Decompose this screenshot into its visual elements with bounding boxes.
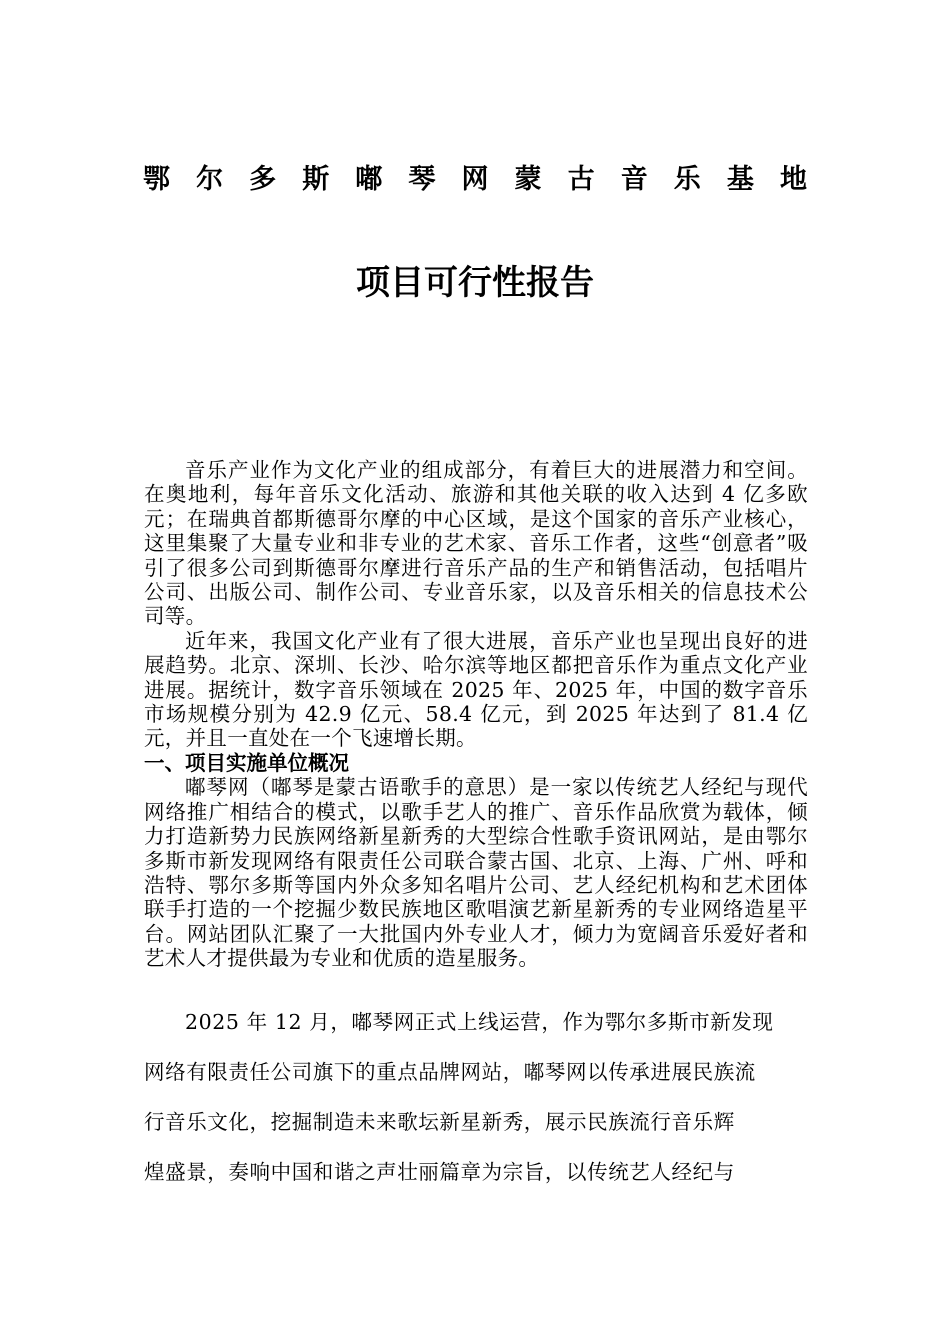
paragraph-line: 煌盛景，奏响中国和谐之声壮丽篇章为宗旨，以传统艺人经纪与 (144, 1160, 735, 1184)
title-char: 琴 (408, 163, 436, 195)
section-heading: 一、项目实施单位概况 (144, 750, 349, 775)
title-char: 鄂 (143, 163, 170, 195)
title-char: 嘟 (355, 163, 383, 195)
title-char: 尔 (196, 163, 224, 195)
document-subtitle: 项目可行性报告 (356, 263, 594, 303)
title-char: 蒙 (514, 163, 542, 195)
title-char: 多 (249, 163, 277, 195)
document-body (144, 458, 808, 971)
title-char: 斯 (302, 163, 330, 195)
paragraph-line: 2025 年 12 月，嘟琴网正式上线运营，作为鄂尔多斯市新发现 (185, 1010, 774, 1034)
title-char: 基 (726, 163, 754, 195)
paragraph-line: 行音乐文化，挖掘制造未来歌坛新星新秀，展示民族流行音乐辉 (144, 1110, 735, 1134)
document-title (143, 154, 807, 198)
paragraph-line: 网络有限责任公司旗下的重点品牌网站，嘟琴网以传承进展民族流 (144, 1060, 756, 1084)
title-char: 乐 (673, 163, 701, 195)
body-paragraph: 近年来，我国文化产业有了很大进展，音乐产业也呈现出良好的进展趋势。北京、深圳、长沙、哈尔滨等地区都把音乐作为重点文化产业进展。据统计，数字音乐领域在 2025 年、2025 年，中国的数字音乐市场规模分别为 42.9 亿元、58.4 亿元，到 2025 年达到了 81.4 亿元，并且一直处在一个飞速增长期。 (144, 628, 808, 751)
title-char: 地 (779, 163, 807, 195)
section-paragraph: 嘟琴网（嘟琴是蒙古语歌手的意思）是一家以传统艺人经纪与现代网络推广相结合的模式，以歌手艺人的推广、音乐作品欣赏为载体，倾力打造新势力民族网络新星新秀的大型综合性歌手资讯网站，是由鄂尔多斯市新发现网络有限责任公司联合蒙古国、北京、上海、广州、呼和浩特、鄂尔多斯等国内外众多知名唱片公司、艺人经纪机构和艺术团体联手打造的一个挖掘少数民族地区歌唱演艺新星新秀的专业网络造星平台。网站团队汇聚了一大批国内外专业人才，倾力为宽阔音乐爱好者和艺术人才提供最为专业和优质的造星服务。 (144, 775, 808, 971)
title-char: 古 (567, 163, 595, 195)
loose-spaced-paragraph (144, 1007, 808, 1207)
body-paragraph: 音乐产业作为文化产业的组成部分，有着巨大的进展潜力和空间。在奥地利，每年音乐文化活动、旅游和其他关联的收入达到 4 亿多欧元；在瑞典首都斯德哥尔摩的中心区域，是这个国家的音乐产业核心，这里集聚了大量专业和非专业的艺术家、音乐工作者，这些“创意者”吸引了很多公司到斯德哥尔摩进行音乐产品的生产和销售活动，包括唱片公司、出版公司、制作公司、专业音乐家，以及音乐相关的信息技术公司等。 (144, 458, 808, 629)
title-char: 音 (620, 163, 648, 195)
title-char: 网 (461, 163, 489, 195)
